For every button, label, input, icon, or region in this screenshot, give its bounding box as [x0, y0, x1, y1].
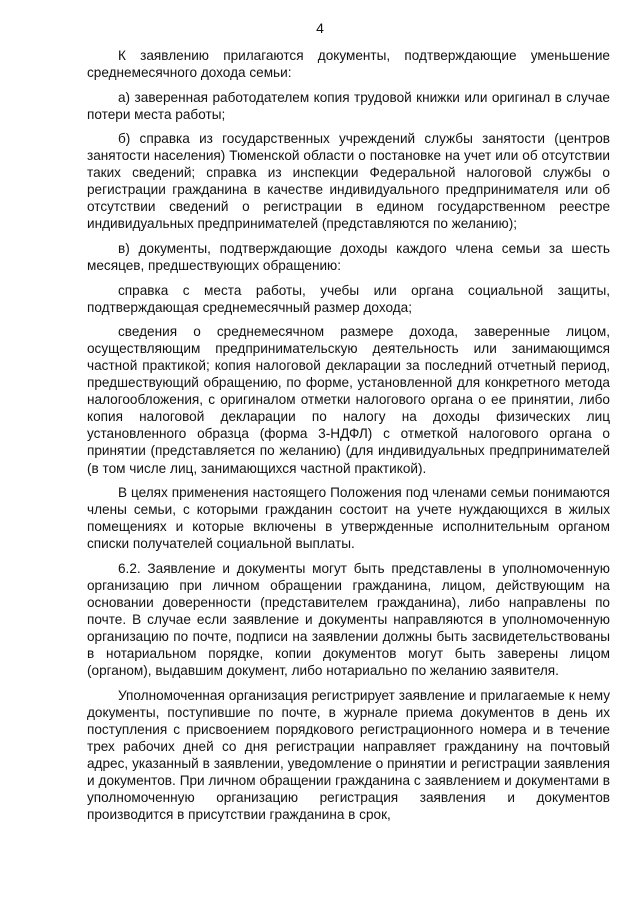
paragraph-income-certificate: справка с места работы, учебы или органа социальной защиты, подтверждающая среднемесячный размер дохода; — [87, 282, 610, 315]
paragraph-item-a: а) заверенная работодателем копия трудовой книжки или оригинал в случае потери места работы; — [87, 89, 610, 122]
paragraph-income-information: сведения о среднемесячном размере дохода, заверенные лицом, осуществляющим предпринимательскую деятельность или занимающимся частной практикой; копия налоговой декларации за последний отчетный период, предшествующий обращению, по форме, установленной для конкретного метода налогообложения, с оригиналом отметки налогового органа о ее принятии, либо копия налоговой декларации по налогу на доходы физических лиц установленного образца (форма 3-НДФЛ) с отметкой налогового органа о принятии (представляется по желанию) (для индивидуальных предпринимателей (в том числе лиц, занимающихся частной практикой). — [87, 324, 610, 476]
paragraph-attachments-intro: К заявлению прилагаются документы, подтверждающие уменьшение среднемесячного дохода семьи: — [87, 48, 610, 81]
paragraph-family-members: В целях применения настоящего Положения под членами семьи понимаются члены семьи, с которыми гражданин состоит на учете нуждающихся в жилых помещениях и которые включены в утвержденные исполнительным органом списки получателей социальной выплаты. — [87, 485, 610, 552]
paragraph-section-6-2: 6.2. Заявление и документы могут быть представлены в уполномоченную организацию при личном обращении гражданина, лицом, действующим на основании доверенности (представителем гражданина), либо направлены по почте. В случае если заявление и документы направляются в уполномоченную организацию по почте, подписи на заявлении должны быть засвидетельствованы в нотариальном порядке, копии документов могут быть заверены лицом (органом), выдавшим документ, либо нотариально по желанию заявителя. — [87, 560, 610, 679]
document-body — [87, 47, 610, 830]
paragraph-registration: Уполномоченная организация регистрирует заявление и прилагаемые к нему документы, поступившие по почте, в журнале приема документов в день их поступления с присвоением порядкового регистрационного номера и в течение трех рабочих дней со дня регистрации направляет гражданину на почтовый адрес, указанный в заявлении, уведомление о принятии и регистрации заявления и документов. При личном обращении гражданина с заявлением и документами в уполномоченную организацию регистрация заявления и документов производится в присутствии гражданина в срок, — [87, 687, 610, 822]
paragraph-item-b: б) справка из государственных учреждений службы занятости (центров занятости населения) Тюменской области о постановке на учет или об отсутствии таких сведений; справка из инспекции Федеральной налоговой службы о регистрации гражданина в качестве индивидуального предпринимателя или об отсутствии сведений о регистрации в едином государственном реестре индивидуальных предпринимателей (представляются по желанию); — [87, 131, 610, 232]
page-number: 4 — [316, 20, 324, 36]
paragraph-item-v: в) документы, подтверждающие доходы каждого члена семьи за шесть месяцев, предшествующих обращению: — [87, 240, 610, 274]
